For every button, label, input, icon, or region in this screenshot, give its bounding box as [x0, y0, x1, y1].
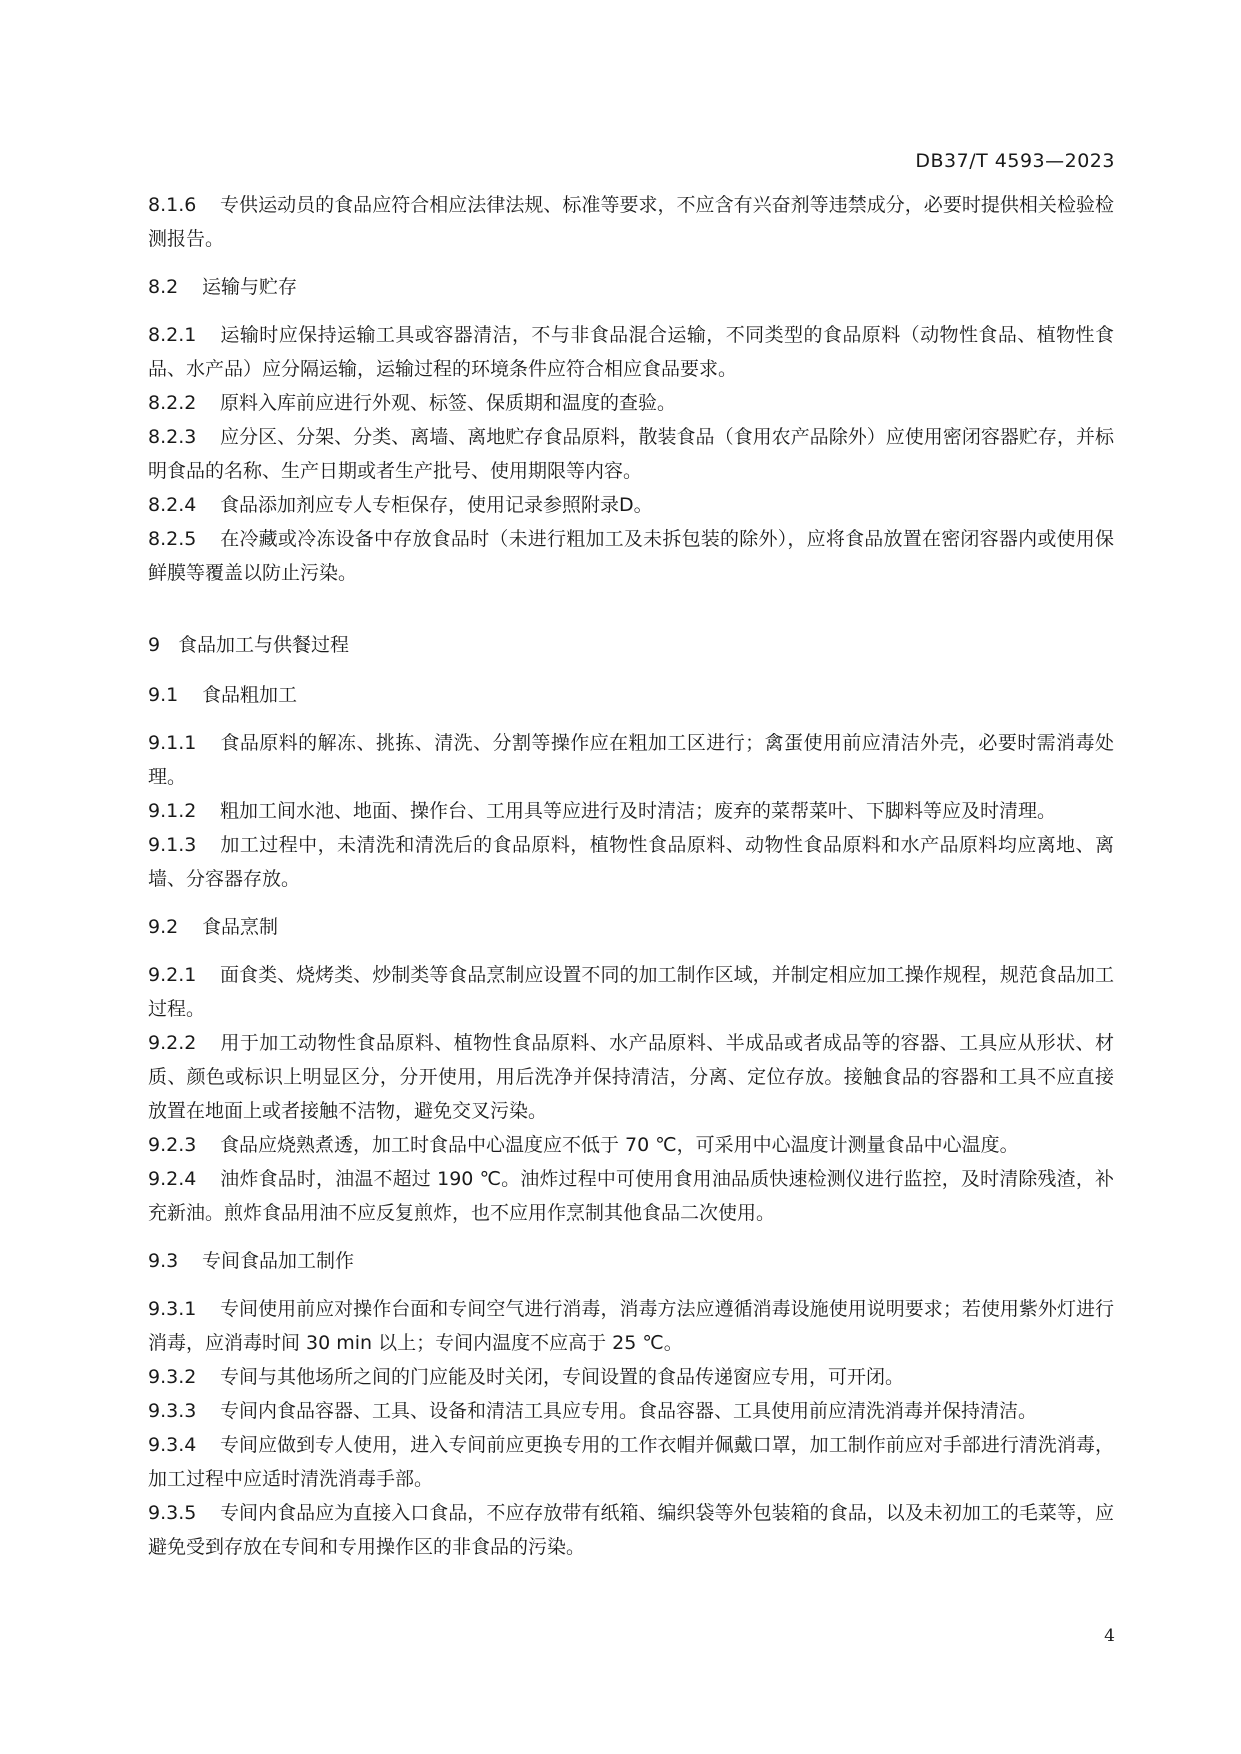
clause-paragraph [148, 726, 1114, 794]
clause-text: 专间内食品应为直接入口食品，不应存放带有纸箱、编织袋等外包装箱的食品，以及未初加工的毛菜等，应避免受到存放在专间和专用操作区的非食品的污染。 [148, 1502, 1114, 1558]
clause-text: 食品烹制 [202, 916, 279, 938]
clause-number: 9.3.5 [148, 1502, 197, 1524]
clause-paragraph [148, 188, 1114, 256]
subsection-heading [148, 270, 1114, 304]
clause-paragraph [148, 1496, 1114, 1564]
clause-text: 食品粗加工 [202, 684, 298, 706]
clause-number: 9.3.3 [148, 1400, 197, 1422]
clause-text: 食品加工与供餐过程 [178, 634, 350, 656]
clause-paragraph [148, 386, 1114, 420]
clause-paragraph [148, 1428, 1114, 1496]
clause-number: 9.3.2 [148, 1366, 197, 1388]
clause-number: 8.1.6 [148, 194, 197, 216]
clause-text: 应分区、分架、分类、离墙、离地贮存食品原料，散装食品（食用农产品除外）应使用密闭容器贮存，并标明食品的名称、生产日期或者生产批号、使用期限等内容。 [148, 426, 1114, 482]
clause-text: 运输时应保持运输工具或容器清洁，不与非食品混合运输，不同类型的食品原料（动物性食品、植物性食品、水产品）应分隔运输，运输过程的环境条件应符合相应食品要求。 [148, 324, 1114, 380]
clause-paragraph [148, 828, 1114, 896]
clause-number: 9.1.1 [148, 732, 197, 754]
clause-number: 9.3.4 [148, 1434, 197, 1456]
clause-text: 用于加工动物性食品原料、植物性食品原料、水产品原料、半成品或者成品等的容器、工具应从形状、材质、颜色或标识上明显区分，分开使用，用后洗净并保持清洁，分离、定位存放。接触食品的容器和工具不应直接放置在地面上或者接触不洁物，避免交叉污染。 [148, 1032, 1114, 1122]
document-body [148, 188, 1114, 1564]
clause-number: 9 [148, 634, 161, 656]
clause-number: 9.1 [148, 684, 179, 706]
clause-text: 专间应做到专人使用，进入专间前应更换专用的工作衣帽并佩戴口罩，加工制作前应对手部进行清洗消毒，加工过程中应适时清洗消毒手部。 [148, 1434, 1114, 1490]
clause-number: 9.2.3 [148, 1134, 197, 1156]
clause-number: 9.2.1 [148, 964, 197, 986]
clause-text: 专间内食品容器、工具、设备和清洁工具应专用。食品容器、工具使用前应清洗消毒并保持清洁。 [220, 1400, 1038, 1422]
clause-text: 面食类、烧烤类、炒制类等食品烹制应设置不同的加工制作区域，并制定相应加工操作规程，规范食品加工过程。 [148, 964, 1114, 1020]
clause-text: 专间使用前应对操作台面和专间空气进行消毒，消毒方法应遵循消毒设施使用说明要求；若使用紫外灯进行消毒，应消毒时间 30 min 以上；专间内温度不应高于 25 ℃。 [148, 1298, 1114, 1354]
clause-text: 食品原料的解冻、挑拣、清洗、分割等操作应在粗加工区进行；禽蛋使用前应清洁外壳，必要时需消毒处理。 [148, 732, 1114, 788]
clause-number: 8.2.4 [148, 494, 197, 516]
subsection-heading [148, 678, 1114, 712]
subsection-heading [148, 910, 1114, 944]
clause-text: 专供运动员的食品应符合相应法律法规、标准等要求，不应含有兴奋剂等违禁成分，必要时提供相关检验检测报告。 [148, 194, 1114, 250]
clause-text: 运输与贮存 [202, 276, 298, 298]
clause-number: 9.3 [148, 1250, 179, 1272]
clause-paragraph [148, 1162, 1114, 1230]
clause-number: 8.2.5 [148, 528, 197, 550]
clause-paragraph [148, 522, 1114, 590]
clause-paragraph [148, 488, 1114, 522]
clause-number: 8.2.1 [148, 324, 197, 346]
clause-text: 专间食品加工制作 [202, 1250, 355, 1272]
clause-text: 专间与其他场所之间的门应能及时关闭，专间设置的食品传递窗应专用，可开闭。 [220, 1366, 905, 1388]
clause-number: 9.2.2 [148, 1032, 197, 1054]
clause-number: 9.2 [148, 916, 179, 938]
clause-text: 原料入库前应进行外观、标签、保质期和温度的查验。 [220, 392, 677, 414]
clause-text: 在冷藏或冷冻设备中存放食品时（未进行粗加工及未拆包装的除外），应将食品放置在密闭容器内或使用保鲜膜等覆盖以防止污染。 [148, 528, 1114, 584]
clause-number: 9.2.4 [148, 1168, 197, 1190]
clause-paragraph [148, 958, 1114, 1026]
clause-paragraph [148, 1292, 1114, 1360]
section-heading [148, 628, 1114, 662]
clause-number: 8.2.3 [148, 426, 197, 448]
clause-text: 食品添加剂应专人专柜保存，使用记录参照附录D。 [220, 494, 653, 516]
clause-text: 加工过程中，未清洗和清洗后的食品原料，植物性食品原料、动物性食品原料和水产品原料均应离地、离墙、分容器存放。 [148, 834, 1114, 890]
clause-paragraph [148, 318, 1114, 386]
page-number: 4 [1104, 1626, 1115, 1646]
clause-text: 食品应烧熟煮透，加工时食品中心温度应不低于 70 ℃，可采用中心温度计测量食品中心温度。 [220, 1134, 1019, 1156]
document-code: DB37/T 4593—2023 [915, 150, 1115, 172]
clause-text: 粗加工间水池、地面、操作台、工用具等应进行及时清洁；废弃的菜帮菜叶、下脚料等应及时清理。 [220, 800, 1057, 822]
clause-paragraph [148, 1394, 1114, 1428]
clause-number: 9.1.2 [148, 800, 197, 822]
clause-paragraph [148, 794, 1114, 828]
clause-number: 9.3.1 [148, 1298, 197, 1320]
clause-number: 8.2.2 [148, 392, 197, 414]
subsection-heading [148, 1244, 1114, 1278]
clause-number: 8.2 [148, 276, 179, 298]
clause-text: 油炸食品时，油温不超过 190 ℃。油炸过程中可使用食用油品质快速检测仪进行监控，及时清除残渣，补充新油。煎炸食品用油不应反复煎炸，也不应用作烹制其他食品二次使用。 [148, 1168, 1114, 1224]
clause-paragraph [148, 1128, 1114, 1162]
clause-paragraph [148, 1026, 1114, 1128]
clause-paragraph [148, 420, 1114, 488]
clause-paragraph [148, 1360, 1114, 1394]
clause-number: 9.1.3 [148, 834, 197, 856]
